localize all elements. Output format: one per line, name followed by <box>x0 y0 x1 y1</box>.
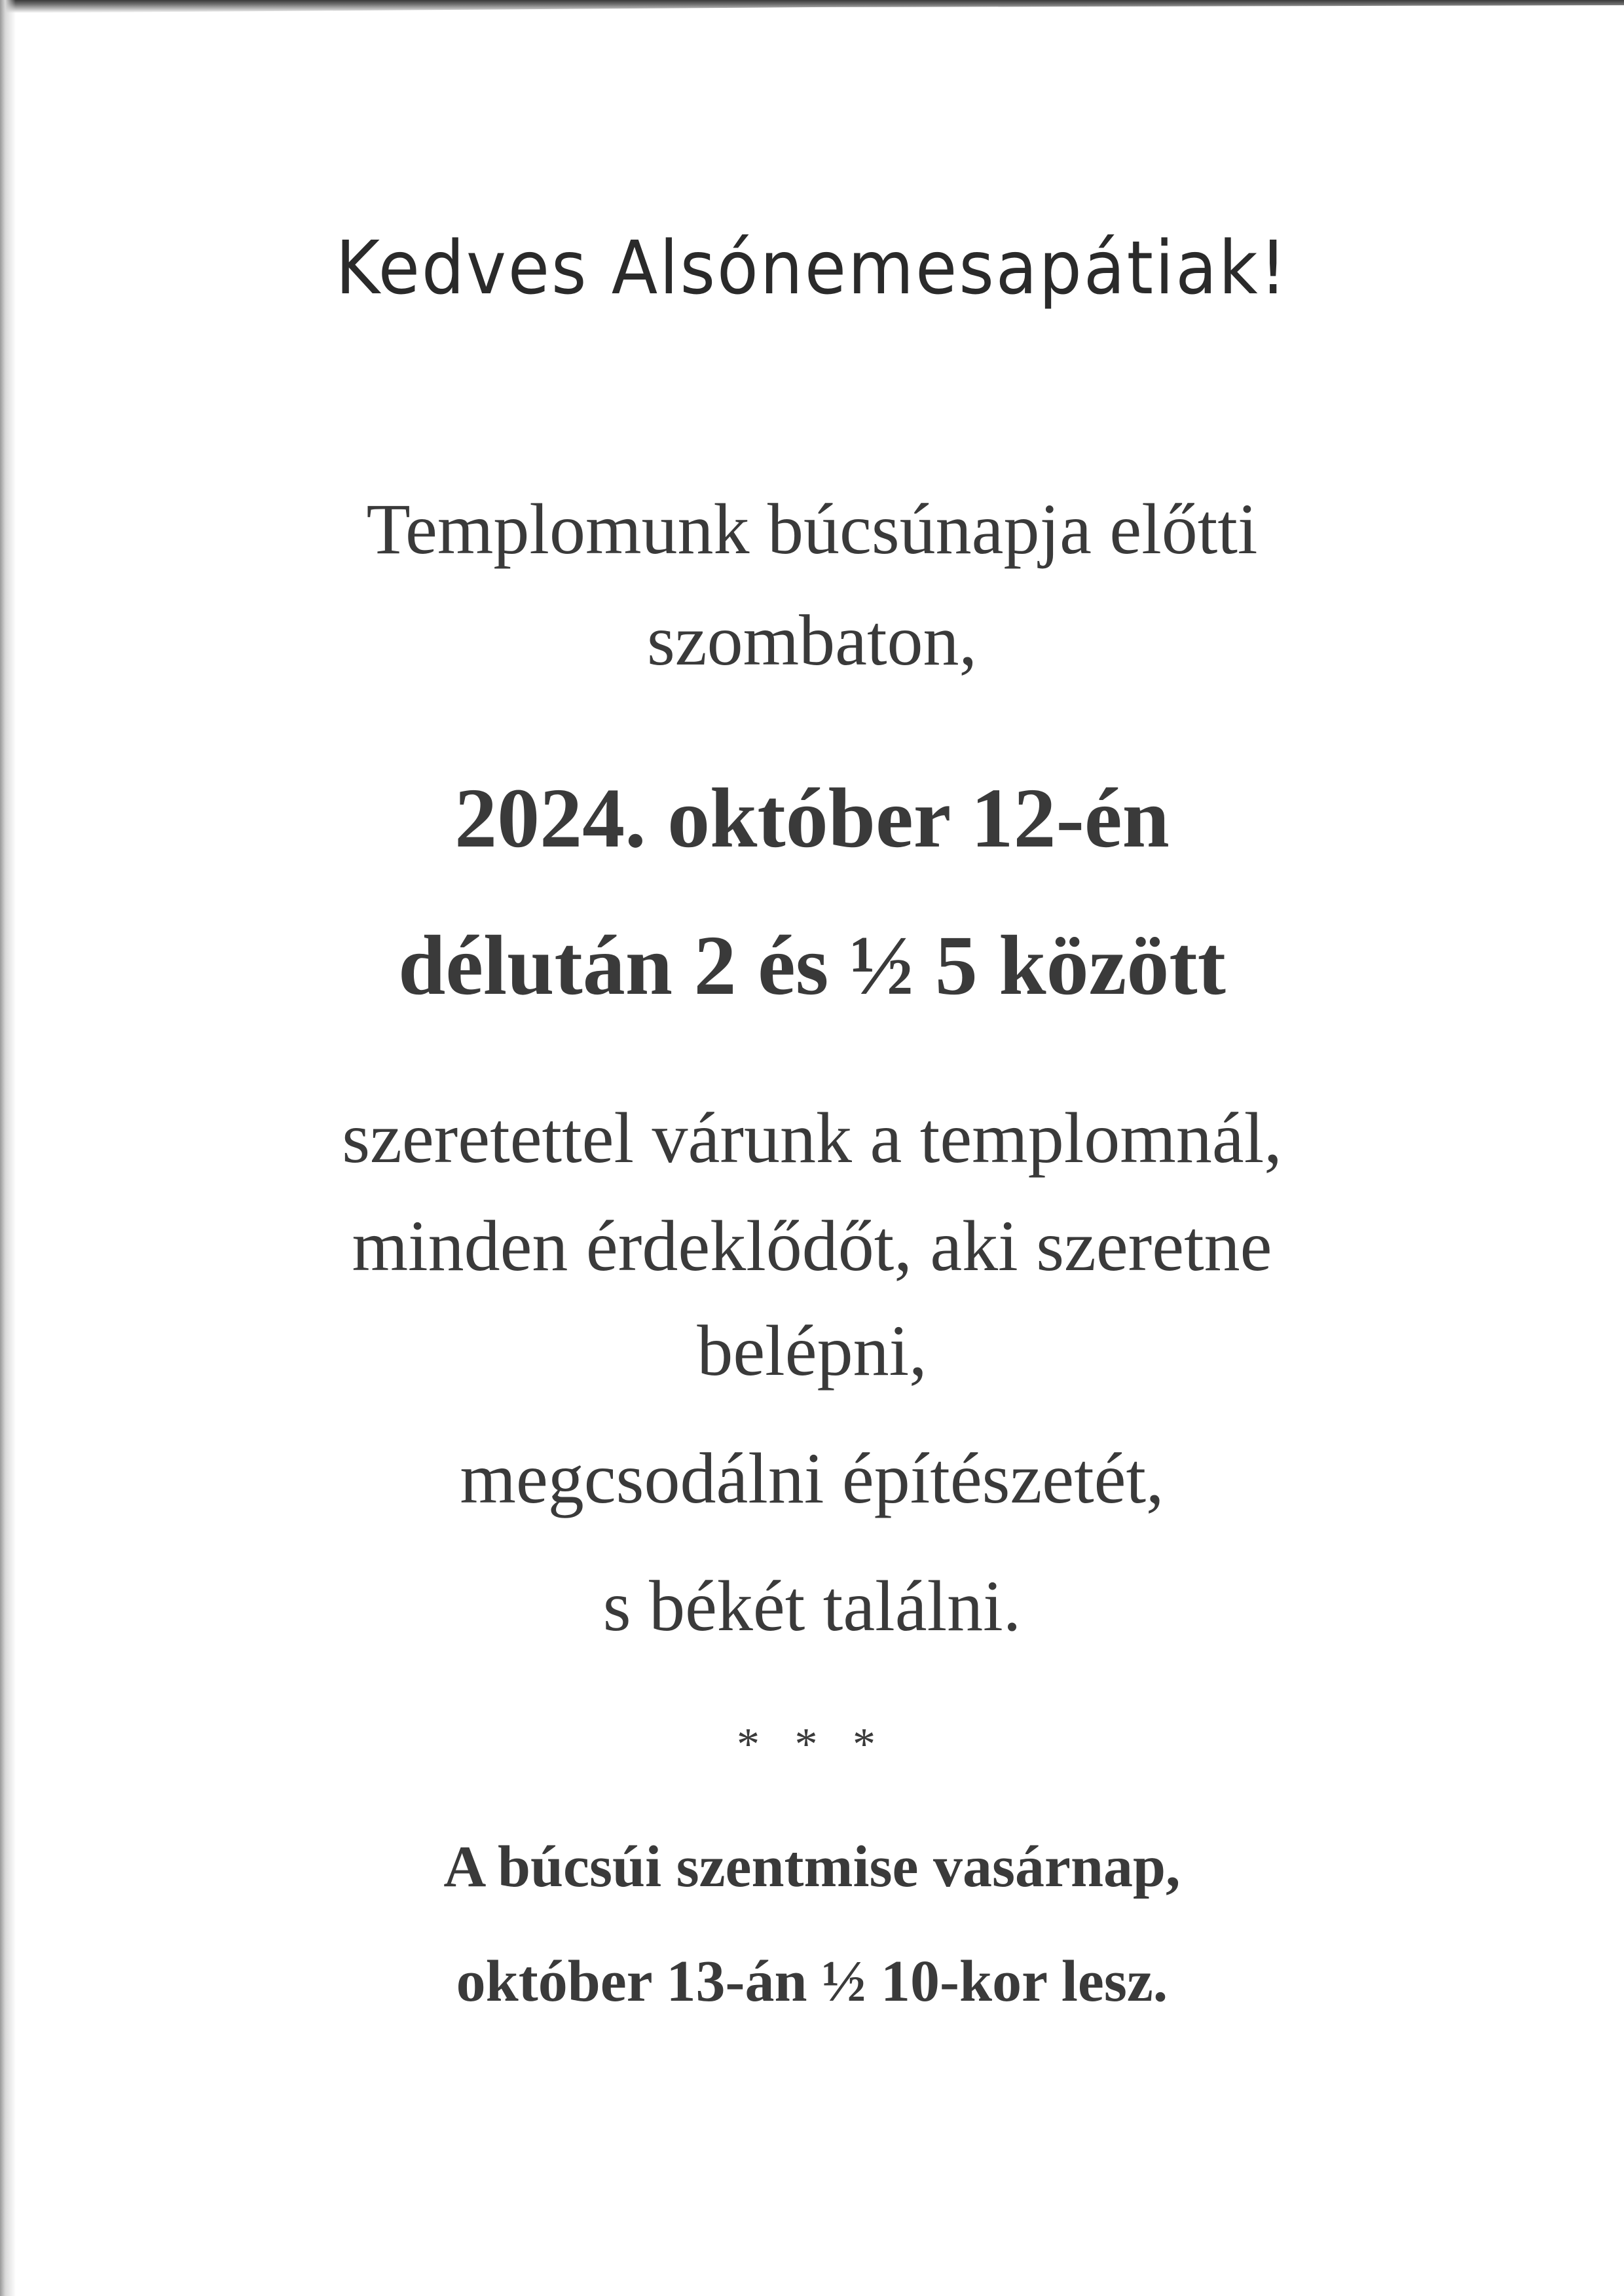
intro-line-1: Templomunk búcsúnapja előtti <box>366 489 1258 569</box>
event-date: 2024. október 12-én <box>454 771 1170 866</box>
mass-line-1: A búcsúi szentmise vasárnap, <box>443 1834 1181 1899</box>
mass-line-2: október 13-án ½ 10-kor lesz. <box>456 1949 1168 2014</box>
intro-line-2: szombaton, <box>646 600 978 680</box>
body-line-2: minden érdeklődőt, aki szeretne <box>352 1206 1272 1286</box>
greeting-heading: Kedves Alsónemesapátiak! <box>335 226 1289 311</box>
body-line-4: megcsodálni építészetét, <box>460 1438 1164 1518</box>
event-time: délután 2 és ½ 5 között <box>398 919 1226 1013</box>
separator-stars: * * * <box>737 1719 887 1770</box>
body-line-5: s békét találni. <box>602 1566 1022 1646</box>
body-line-1: szeretettel várunk a templomnál, <box>342 1098 1282 1178</box>
scan-edge-top <box>0 0 1624 13</box>
body-line-3: belépni, <box>697 1311 927 1391</box>
